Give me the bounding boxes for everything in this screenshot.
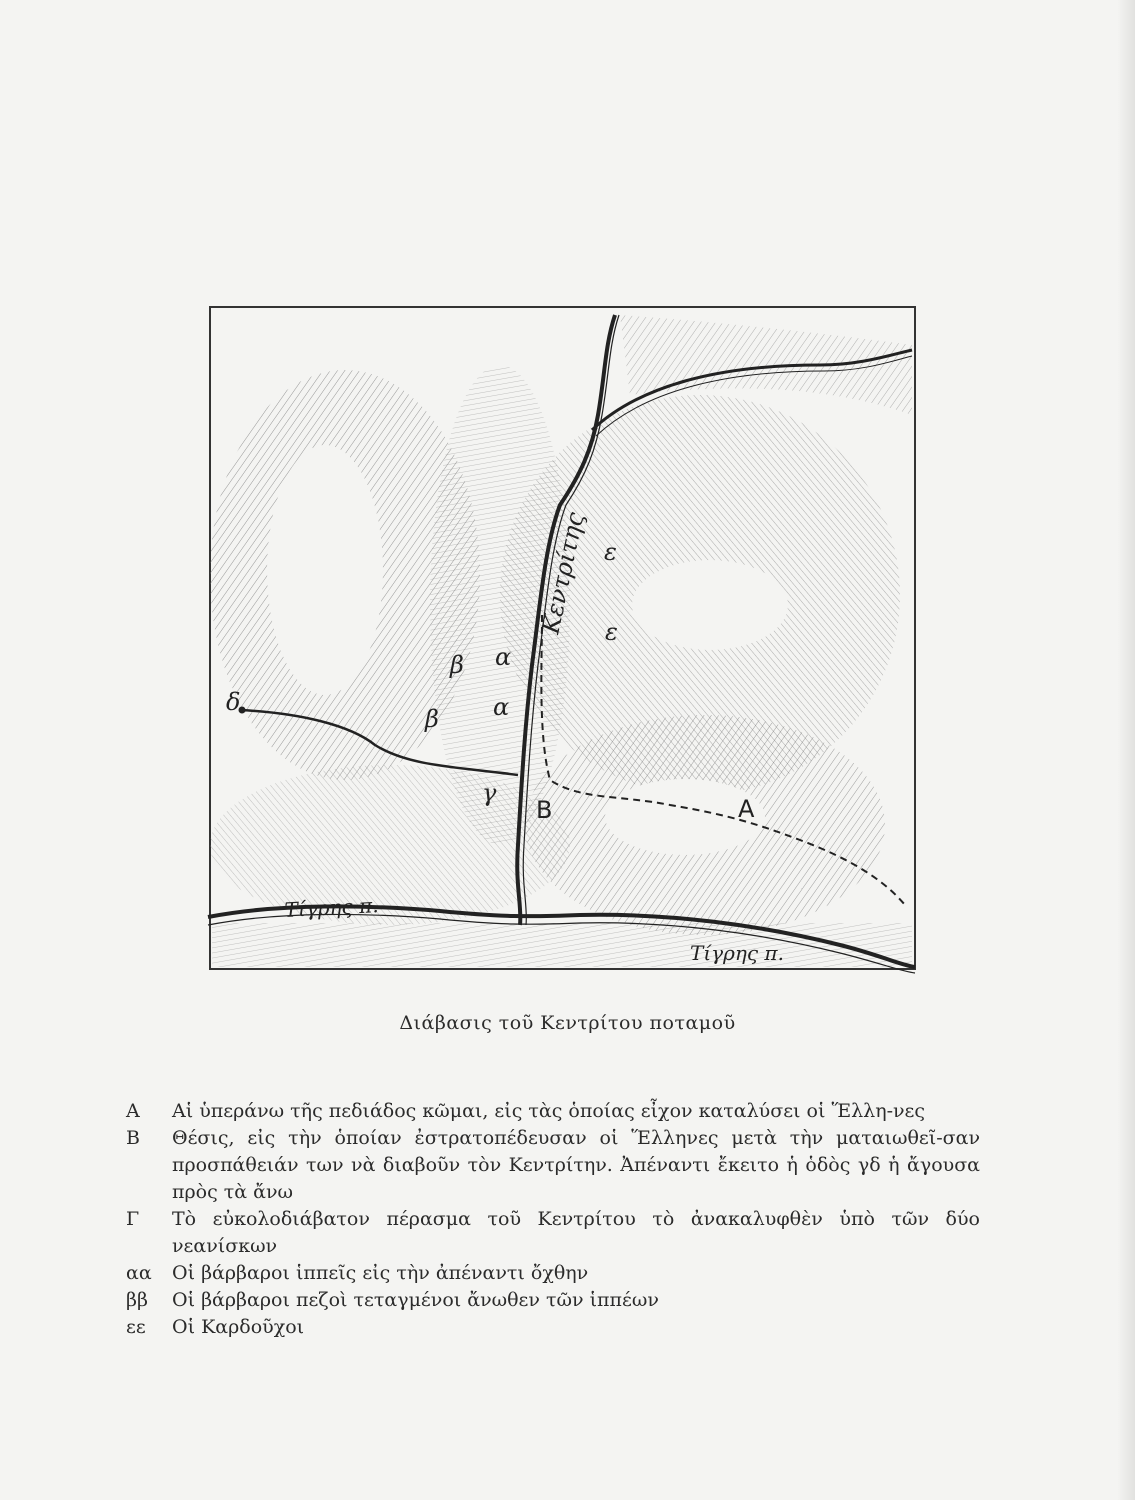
map-svg	[200, 305, 920, 985]
label-beta-2: β	[425, 705, 439, 733]
legend-key: αα	[126, 1262, 152, 1284]
legend-key: B	[126, 1127, 140, 1149]
page-edge-shadow	[1117, 0, 1135, 1500]
label-epsilon-2: ε	[605, 618, 618, 646]
label-alpha-1: α	[495, 643, 512, 671]
legend-text: Οἱ βάρβαροι πεζοὶ τεταγμένοι ἄνωθεν τῶν ἱππέων	[172, 1289, 659, 1311]
legend-key: A	[126, 1100, 140, 1122]
legend-item	[120, 1314, 980, 1341]
label-beta-1: β	[450, 651, 464, 679]
map-legend	[120, 1098, 980, 1341]
label-tigris-left: Τίγρης π.	[284, 893, 380, 922]
label-point-a: A	[738, 795, 755, 823]
legend-text: Οἱ Καρδοῦχοι	[172, 1316, 305, 1338]
legend-key: Γ	[126, 1208, 140, 1230]
legend-text: Τὸ εὐκολοδιάβατον πέρασμα τοῦ Κεντρίτου τὸ ἀνακαλυφθὲν ὑπὸ τῶν δύο νεανίσκων	[172, 1208, 980, 1257]
right-summit-upper	[632, 560, 788, 650]
label-point-delta: δ	[226, 688, 241, 716]
label-point-b: B	[536, 796, 553, 824]
label-kentritis: Κεντρίτης	[536, 509, 590, 637]
legend-item	[120, 1206, 980, 1260]
legend-key: εε	[126, 1316, 146, 1338]
label-epsilon-1: ε	[604, 538, 617, 566]
legend-text: Αἱ ὑπεράνω τῆς πεδιάδος κῶμαι, εἰς τὰς ὁποίας εἶχον καταλύσει οἱ Ἕλλη-νες	[172, 1100, 926, 1122]
legend-item	[120, 1098, 980, 1125]
legend-key: ββ	[126, 1289, 148, 1311]
legend-item	[120, 1125, 980, 1206]
legend-item	[120, 1287, 980, 1314]
map-illustration	[200, 305, 920, 985]
legend-text: Θέσις, εἰς τὴν ὁποίαν ἐστρατοπέδευσαν οἱ Ἕλληνες μετὰ τὴν ματαιωθεῖ-σαν προσπάθειάν των νὰ διαβοῦν τὸν Κεντρίτην. Ἀπέναντι ἔκειτο ἡ ὁδὸς γδ ἡ ἄγουσα πρὸς τὰ ἄνω	[172, 1127, 980, 1203]
label-point-gamma: γ	[482, 779, 497, 807]
label-alpha-2: α	[493, 693, 510, 721]
left-summit	[267, 445, 383, 695]
legend-text: Οἱ βάρβαροι ἱππεῖς εἰς τὴν ἀπέναντι ὄχθην	[172, 1262, 589, 1284]
label-tigris-right: Τίγρης π.	[690, 941, 784, 965]
legend-item	[120, 1260, 980, 1287]
map-caption: Διάβασις τοῦ Κεντρίτου ποταμοῦ	[399, 1012, 736, 1034]
